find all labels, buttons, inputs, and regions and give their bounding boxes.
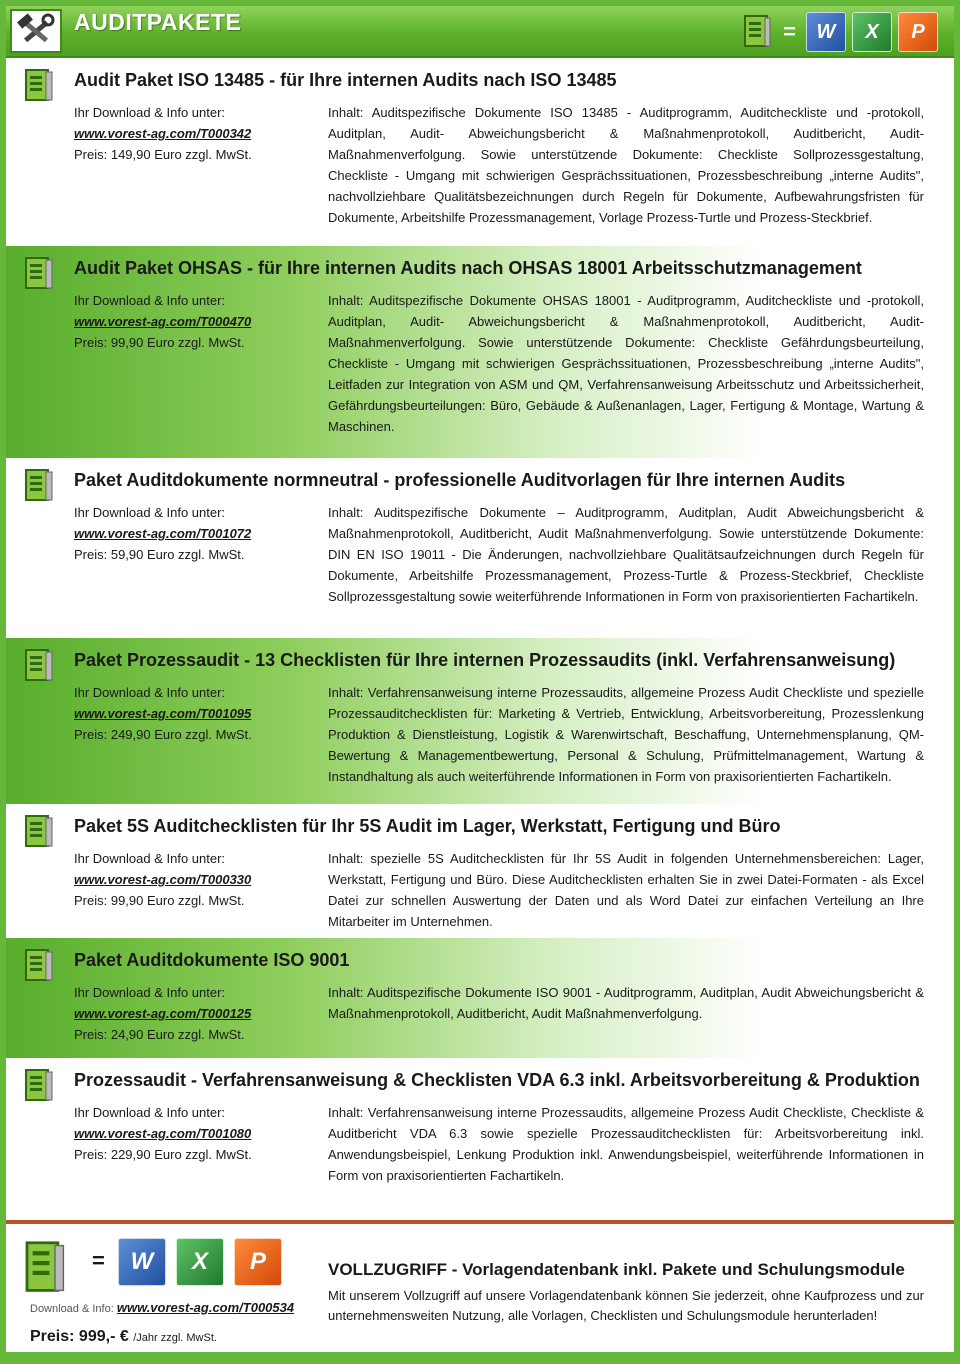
download-link[interactable]: www.vorest-ag.com/T001080 bbox=[74, 1126, 252, 1141]
download-label: Ihr Download & Info unter: bbox=[74, 985, 226, 1000]
price: Preis: 59,90 Euro zzgl. MwSt. bbox=[74, 547, 245, 562]
footer-price-label: Preis: bbox=[30, 1328, 75, 1345]
tools-icon bbox=[10, 9, 62, 53]
download-info bbox=[74, 102, 314, 165]
package-section bbox=[6, 938, 954, 1058]
section-content: Inhalt: Auditspezifische Dokumente ISO 13485 - Auditprogramm, Auditcheckliste und -protokoll, Auditplan, Audit- Abweichungsbericht & Maßnahmenprotokoll, Auditbericht, Audit-Maßnahmenverfolgung. Sowie unterstützende Dokumente: Checkliste Sollprozessgestaltung, Checkliste - Umgang mit schwierigen Gesprächssituationen, Prozessbeschreibung „interne Audits", nachvollziehbare Qualitätsbezeichnungen durch Regeln für Dokumente, Aufbewahrungsfristen für Dokumente, Arbeitshilfe Prozessmanagement, Vorlage Prozess-Turtle und Prozess-Steckbrief. bbox=[328, 105, 924, 225]
download-info bbox=[74, 502, 314, 565]
download-info bbox=[74, 682, 314, 745]
powerpoint-icon: P bbox=[898, 12, 938, 52]
download-label: Ihr Download & Info unter: bbox=[74, 1105, 226, 1120]
package-section bbox=[6, 458, 954, 638]
package-section bbox=[6, 58, 954, 246]
header-banner bbox=[6, 6, 954, 58]
package-section bbox=[6, 1058, 954, 1190]
price: Preis: 99,90 Euro zzgl. MwSt. bbox=[74, 893, 245, 908]
section-content: Inhalt: spezielle 5S Auditchecklisten für Ihr 5S Audit in folgenden Unternehmensbereichen: Lager, Werkstatt, Fertigung und Büro. Diese Auditchecklisten erhalten Sie in zwei Datei-Formaten - als Excel Datei zur schnellen Auswertung der Daten und als Word Datei zur einfachen Verteilung an Ihre Mitarbeiter im Unternehmen. bbox=[328, 851, 924, 929]
download-label: Ihr Download & Info unter: bbox=[74, 293, 226, 308]
page-title: AUDITPAKETE bbox=[74, 9, 242, 35]
section-content: Inhalt: Verfahrensanweisung interne Prozessaudits, allgemeine Prozess Audit Checkliste und spezielle Prozessauditchecklisten für: Marketing & Vertrieb, Entwicklung, Arbeitsvorbereitung, Prozesslenkung Produktion & Dienstleistung, Logistik & Warenwirtschaft, Beschaffung, Unternehmensplanung, QM-Bewertung & Managementbewertung, Personal & Schulung, Prüfmittelmanagement, Wartung & Instandhaltung als auch weiterführende Informationen in Form von praxisorientierten Fachartikeln. bbox=[328, 685, 924, 784]
section-content: Inhalt: Auditspezifische Dokumente ISO 9001 - Auditprogramm, Auditplan, Audit Abweichungsbericht & Maßnahmenprotokoll, Auditbericht, Audit Maßnahmenverfolgung. bbox=[328, 985, 924, 1021]
section-content: Inhalt: Verfahrensanweisung interne Prozessaudits, allgemeine Prozess Audit Checkliste, Checkliste & Auditbericht VDA 6.3 sowie spezielle Prozessauditchecklisten für: Arbeitsvorbereitung inkl. Anwendungsbeispiel, Lenkung Produktion inkl. Anwendungsbeispiel, weiterführende Informationen in Form von praxisorientierten Fachartikeln. bbox=[328, 1105, 924, 1183]
download-link[interactable]: www.vorest-ag.com/T000470 bbox=[74, 314, 252, 329]
zip-archive-icon bbox=[24, 1240, 72, 1301]
section-title: Paket 5S Auditchecklisten für Ihr 5S Audit im Lager, Werkstatt, Fertigung und Büro bbox=[74, 816, 781, 836]
download-link[interactable]: www.vorest-ag.com/T001095 bbox=[74, 706, 252, 721]
download-info bbox=[74, 982, 314, 1045]
section-title: Audit Paket OHSAS - für Ihre internen Audits nach OHSAS 18001 Arbeitsschutzmanagement bbox=[74, 258, 862, 278]
download-link[interactable]: www.vorest-ag.com/T000125 bbox=[74, 1006, 252, 1021]
footer-price-suffix: /Jahr zzgl. MwSt. bbox=[133, 1332, 217, 1344]
footer-download-link[interactable]: www.vorest-ag.com/T000534 bbox=[116, 1300, 295, 1315]
full-access-footer bbox=[6, 1224, 954, 1352]
word-icon: W bbox=[118, 1238, 166, 1286]
equals-sign: = bbox=[783, 19, 796, 44]
page bbox=[6, 6, 954, 1352]
excel-icon: X bbox=[852, 12, 892, 52]
zip-archive-icon bbox=[24, 68, 58, 109]
download-label: Ihr Download & Info unter: bbox=[74, 685, 226, 700]
zip-archive-icon bbox=[24, 648, 58, 689]
download-link[interactable]: www.vorest-ag.com/T001072 bbox=[74, 526, 252, 541]
excel-icon: X bbox=[176, 1238, 224, 1286]
price: Preis: 24,90 Euro zzgl. MwSt. bbox=[74, 1027, 245, 1042]
zip-archive-icon bbox=[24, 948, 58, 989]
download-label: Ihr Download & Info unter: bbox=[74, 505, 226, 520]
section-title: Paket Auditdokumente normneutral - professionelle Auditvorlagen für Ihre internen Audits bbox=[74, 470, 846, 490]
download-info bbox=[74, 1102, 314, 1165]
package-section bbox=[6, 246, 954, 458]
footer-download bbox=[30, 1300, 294, 1315]
download-label: Ihr Download & Info unter: bbox=[74, 851, 226, 866]
section-title: Paket Auditdokumente ISO 9001 bbox=[74, 950, 350, 970]
format-legend bbox=[743, 12, 938, 52]
zip-archive-icon bbox=[24, 468, 58, 509]
zip-archive-icon bbox=[24, 256, 58, 297]
download-info bbox=[74, 290, 314, 353]
price: Preis: 229,90 Euro zzgl. MwSt. bbox=[74, 1147, 252, 1162]
zip-archive-icon bbox=[24, 814, 58, 855]
section-title: Prozessaudit - Verfahrensanweisung & Checklisten VDA 6.3 inkl. Arbeitsvorbereitung & Produktion bbox=[74, 1070, 920, 1090]
equals-sign: = bbox=[92, 1248, 105, 1273]
section-title: Audit Paket ISO 13485 - für Ihre internen Audits nach ISO 13485 bbox=[74, 70, 617, 90]
price: Preis: 99,90 Euro zzgl. MwSt. bbox=[74, 335, 245, 350]
footer-price-value: 999,- € bbox=[78, 1328, 129, 1345]
download-info bbox=[74, 848, 314, 911]
download-label: Ihr Download & Info unter: bbox=[74, 105, 226, 120]
footer-title: VOLLZUGRIFF - Vorlagendatenbank inkl. Pakete und Schulungsmodule bbox=[328, 1260, 905, 1279]
package-section bbox=[6, 804, 954, 938]
download-link[interactable]: www.vorest-ag.com/T000342 bbox=[74, 126, 252, 141]
footer-content: Mit unserem Vollzugriff auf unsere Vorlagendatenbank können Sie jederzeit, ohne Kaufprozess und zur unternehmensweiten Nutzung, alle Vorlagen, Checklisten und Schulungsmodule herunterladen! bbox=[328, 1288, 924, 1323]
zip-archive-icon bbox=[24, 1068, 58, 1109]
zip-archive-icon bbox=[743, 14, 773, 50]
section-content: Inhalt: Auditspezifische Dokumente – Auditprogramm, Auditplan, Audit Abweichungsbericht & Maßnahmenprotokoll, Auditbericht, Audit Maßnahmenverfolgung. Sowie unterstützende Dokumente: DIN EN ISO 19011 - Die Änderungen, nachvollziehbare Qualitätsaufzeichnungen durch Regeln für Dokumente, Arbeitshilfe Prozessmanagement, Prozess-Turtle & Prozess-Steckbrief, Checkliste Sollprozessgestaltung sowie weiterführende Informationen in Form von praxisorientierten Fachartikeln. bbox=[328, 505, 924, 604]
package-section bbox=[6, 638, 954, 804]
price: Preis: 249,90 Euro zzgl. MwSt. bbox=[74, 727, 252, 742]
powerpoint-icon: P bbox=[234, 1238, 282, 1286]
word-icon: W bbox=[806, 12, 846, 52]
section-title: Paket Prozessaudit - 13 Checklisten für Ihre internen Prozessaudits (inkl. Verfahrensanweisung) bbox=[74, 650, 896, 670]
footer-price bbox=[30, 1328, 217, 1346]
price: Preis: 149,90 Euro zzgl. MwSt. bbox=[74, 147, 252, 162]
section-content: Inhalt: Auditspezifische Dokumente OHSAS 18001 - Auditprogramm, Auditcheckliste und -protokoll, Auditplan, Audit- Abweichungsbericht & Maßnahmenprotokoll, Auditbericht, Audit-Maßnahmenverfolgung. Sowie unterstützende Dokumente: Checkliste Gefährdungsbeurteilung, Checkliste - Umgang mit schwierigen Gesprächssituationen, Prozessbeschreibung „interne Audits", Leitfaden zur Integration von ASM und QM, Verfahrensanweisung Arbeitsschutz und Arbeitssicherheit, Gefährdungsbeurteilungen: Büro, Gebäude & Außenanlagen, Lager, Fertigung & Montage, Wartung & Maschinen. bbox=[328, 293, 924, 434]
footer-download-label: Download & Info: bbox=[30, 1303, 114, 1315]
download-link[interactable]: www.vorest-ag.com/T000330 bbox=[74, 872, 252, 887]
